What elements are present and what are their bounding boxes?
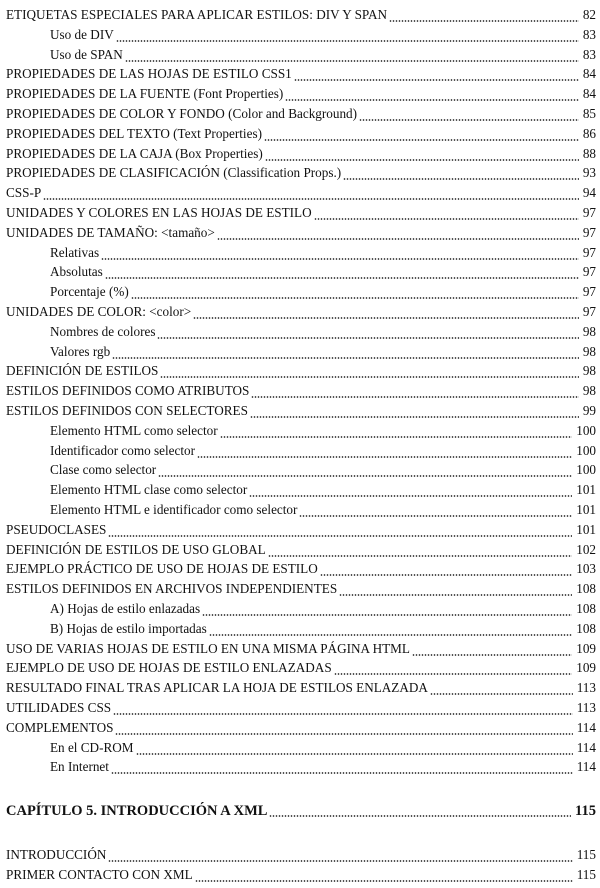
toc-entry-title: UNIDADES DE COLOR: <color> <box>6 304 192 319</box>
dot-leader <box>131 297 579 299</box>
toc-page-number: 114 <box>576 719 596 735</box>
toc-entry <box>0 868 600 888</box>
toc-page-number: 98 <box>582 363 596 379</box>
toc-page-number: 99 <box>582 403 596 418</box>
toc-page-number: 113 <box>576 700 596 715</box>
toc-entry-title: EJEMPLO PRÁCTICO DE USO DE HOJAS DE ESTILO <box>6 561 318 577</box>
toc-page-number: 84 <box>582 86 596 102</box>
toc-page-number: 108 <box>576 581 596 597</box>
toc-entry-title: USO DE VARIAS HOJAS DE ESTILO EN UNA MISMA PÁGINA HTML <box>6 640 410 656</box>
toc-page-number: 83 <box>582 46 596 62</box>
toc-entry-title: Uso de DIV <box>50 26 114 42</box>
dot-leader <box>299 515 572 517</box>
dot-leader <box>125 60 579 62</box>
toc-page-number: 94 <box>582 185 596 201</box>
toc-page-number: 97 <box>582 244 596 260</box>
toc-entry-title: Porcentaje (%) <box>50 284 129 300</box>
toc-page-number: 93 <box>582 165 596 181</box>
dot-leader <box>43 198 579 200</box>
toc-entry-title: ESTILOS DEFINIDOS EN ARCHIVOS INDEPENDIENTES <box>6 581 338 597</box>
toc-entry-title: INTRODUCCIÓN <box>6 847 107 863</box>
dot-leader <box>268 555 572 557</box>
dot-leader <box>101 258 579 260</box>
toc-entry-title: PROPIEDADES DE CLASIFICACIÓN (Classification Props.) <box>6 165 342 181</box>
toc-entry-title: EJEMPLO DE USO DE HOJAS DE ESTILO ENLAZADAS <box>6 660 332 676</box>
dot-leader <box>314 218 579 220</box>
toc-entry-title: En el CD-ROM <box>50 739 134 755</box>
toc-entry-title: Valores rgb <box>50 343 111 359</box>
toc-entry-title: RESULTADO FINAL TRAS APLICAR LA HOJA DE ESTILOS ENLAZADA <box>6 680 428 696</box>
dot-leader <box>108 535 572 537</box>
toc-entry-title: PRIMER CONTACTO CON XML <box>6 867 193 882</box>
toc-page-number: 101 <box>576 521 596 537</box>
toc-page-number: 97 <box>582 284 596 300</box>
toc-entry-title: A) Hojas de estilo enlazadas <box>50 601 201 616</box>
toc-page-number: 115 <box>576 847 596 863</box>
toc-entry-title: COMPLEMENTOS <box>6 719 114 735</box>
toc-page-number: 109 <box>576 640 596 656</box>
toc-entry-title: En Internet <box>50 759 109 775</box>
toc-page-number: 108 <box>576 620 596 636</box>
dot-leader <box>112 357 579 359</box>
toc-page-number: 97 <box>582 205 596 220</box>
toc-page-number: 83 <box>582 26 596 42</box>
dot-leader <box>220 436 572 438</box>
toc-entry-title: CAPÍTULO 5. INTRODUCCIÓN A XML <box>6 803 268 820</box>
dot-leader <box>359 119 579 121</box>
toc-page-number: 113 <box>576 680 596 696</box>
toc-entry-title: ESTILOS DEFINIDOS CON SELECTORES <box>6 403 248 418</box>
toc-entry-title: Uso de SPAN <box>50 46 123 62</box>
dot-leader <box>339 594 572 596</box>
toc-entry <box>0 166 600 186</box>
toc-entry-title: Identificador como selector <box>50 442 195 458</box>
toc-page-number: 103 <box>576 561 596 577</box>
dot-leader <box>250 416 579 418</box>
toc-entry-title: CSS-P <box>6 185 42 201</box>
toc-page-number: 82 <box>582 7 596 22</box>
toc-entry-title: PROPIEDADES DE LA FUENTE (Font Properties) <box>6 86 284 102</box>
toc-chapter-heading <box>0 804 600 824</box>
toc-page-number: 97 <box>582 264 596 280</box>
dot-leader <box>111 772 573 774</box>
dot-leader <box>160 376 579 378</box>
dot-leader <box>115 733 573 735</box>
toc-entry-title: Relativas <box>50 244 100 260</box>
toc-page-number: 114 <box>576 759 596 775</box>
toc-subentry <box>0 760 600 780</box>
dot-leader <box>269 815 571 817</box>
toc-entry-title: PROPIEDADES DE LAS HOJAS DE ESTILO CSS1 <box>6 66 292 82</box>
toc-page-number: 101 <box>576 482 596 498</box>
dot-leader <box>320 574 572 576</box>
toc-entry-title: DEFINICIÓN DE ESTILOS DE USO GLOBAL <box>6 541 266 557</box>
dot-leader <box>389 20 579 22</box>
toc-entry-title: ESTILOS DEFINIDOS COMO ATRIBUTOS <box>6 383 250 399</box>
toc-entry-title: Nombres de colores <box>50 323 156 339</box>
dot-leader <box>264 139 579 141</box>
dot-leader <box>343 178 579 180</box>
dot-leader <box>197 456 572 458</box>
toc-page-number: 114 <box>576 739 596 755</box>
dot-leader <box>157 337 579 339</box>
dot-leader <box>113 713 573 715</box>
dot-leader <box>285 99 579 101</box>
dot-leader <box>251 396 579 398</box>
toc-entry-title: UNIDADES Y COLORES EN LAS HOJAS DE ESTILO <box>6 205 312 220</box>
dot-leader <box>108 860 573 862</box>
toc-page-number: 101 <box>576 502 596 517</box>
toc-entry-title: PSEUDOCLASES <box>6 521 107 537</box>
toc-entry-title: Absolutas <box>50 264 103 280</box>
dot-leader <box>430 693 573 695</box>
dot-leader <box>249 495 572 497</box>
toc-entry-title: UNIDADES DE TAMAÑO: <tamaño> <box>6 224 215 240</box>
toc-page-number: 86 <box>582 125 596 141</box>
dot-leader <box>294 79 579 81</box>
dot-leader <box>193 317 579 319</box>
toc-entry-title: ETIQUETAS ESPECIALES PARA APLICAR ESTILOS: DIV Y SPAN <box>6 7 388 22</box>
toc-page-number: 98 <box>582 343 596 359</box>
dot-leader <box>265 159 579 161</box>
toc-page-number: 100 <box>576 422 596 438</box>
dot-leader <box>158 475 572 477</box>
toc-page-number: 97 <box>582 304 596 319</box>
toc-entry-title: PROPIEDADES DE COLOR Y FONDO (Color and Background) <box>6 106 358 121</box>
toc-page-number: 102 <box>576 541 596 557</box>
toc-page-number: 88 <box>582 145 596 161</box>
toc-entry-title: PROPIEDADES DEL TEXTO (Text Properties) <box>6 125 262 141</box>
dot-leader <box>334 673 572 675</box>
dot-leader <box>217 238 579 240</box>
toc-page-number: 100 <box>576 462 596 478</box>
toc-page-number: 108 <box>576 601 596 616</box>
toc-page-number: 85 <box>582 106 596 121</box>
dot-leader <box>105 277 579 279</box>
toc-page-number: 109 <box>576 660 596 676</box>
dot-leader <box>209 634 572 636</box>
toc-entry-title: Clase como selector <box>50 462 157 478</box>
dot-leader <box>202 614 572 616</box>
toc-entry-title: Elemento HTML como selector <box>50 422 218 438</box>
toc-entry-title: DEFINICIÓN DE ESTILOS <box>6 363 159 379</box>
toc-page-number: 84 <box>582 66 596 82</box>
toc-entry-title: B) Hojas de estilo importadas <box>50 620 207 636</box>
toc-entry-title: Elemento HTML e identificador como selector <box>50 502 298 517</box>
toc-page-number: 98 <box>582 323 596 339</box>
toc-entry-title: UTILIDADES CSS <box>6 700 112 715</box>
toc-page-number: 115 <box>575 803 596 820</box>
dot-leader <box>136 753 573 755</box>
toc-page-number: 98 <box>582 383 596 399</box>
toc-entry-title: Elemento HTML clase como selector <box>50 482 248 498</box>
dot-leader <box>412 654 572 656</box>
toc-page-number: 97 <box>582 224 596 240</box>
toc-page-number: 115 <box>576 867 596 882</box>
toc-page-number: 100 <box>576 442 596 458</box>
dot-leader <box>116 40 579 42</box>
dot-leader <box>195 880 573 882</box>
toc-entry-title: PROPIEDADES DE LA CAJA (Box Properties) <box>6 145 263 161</box>
